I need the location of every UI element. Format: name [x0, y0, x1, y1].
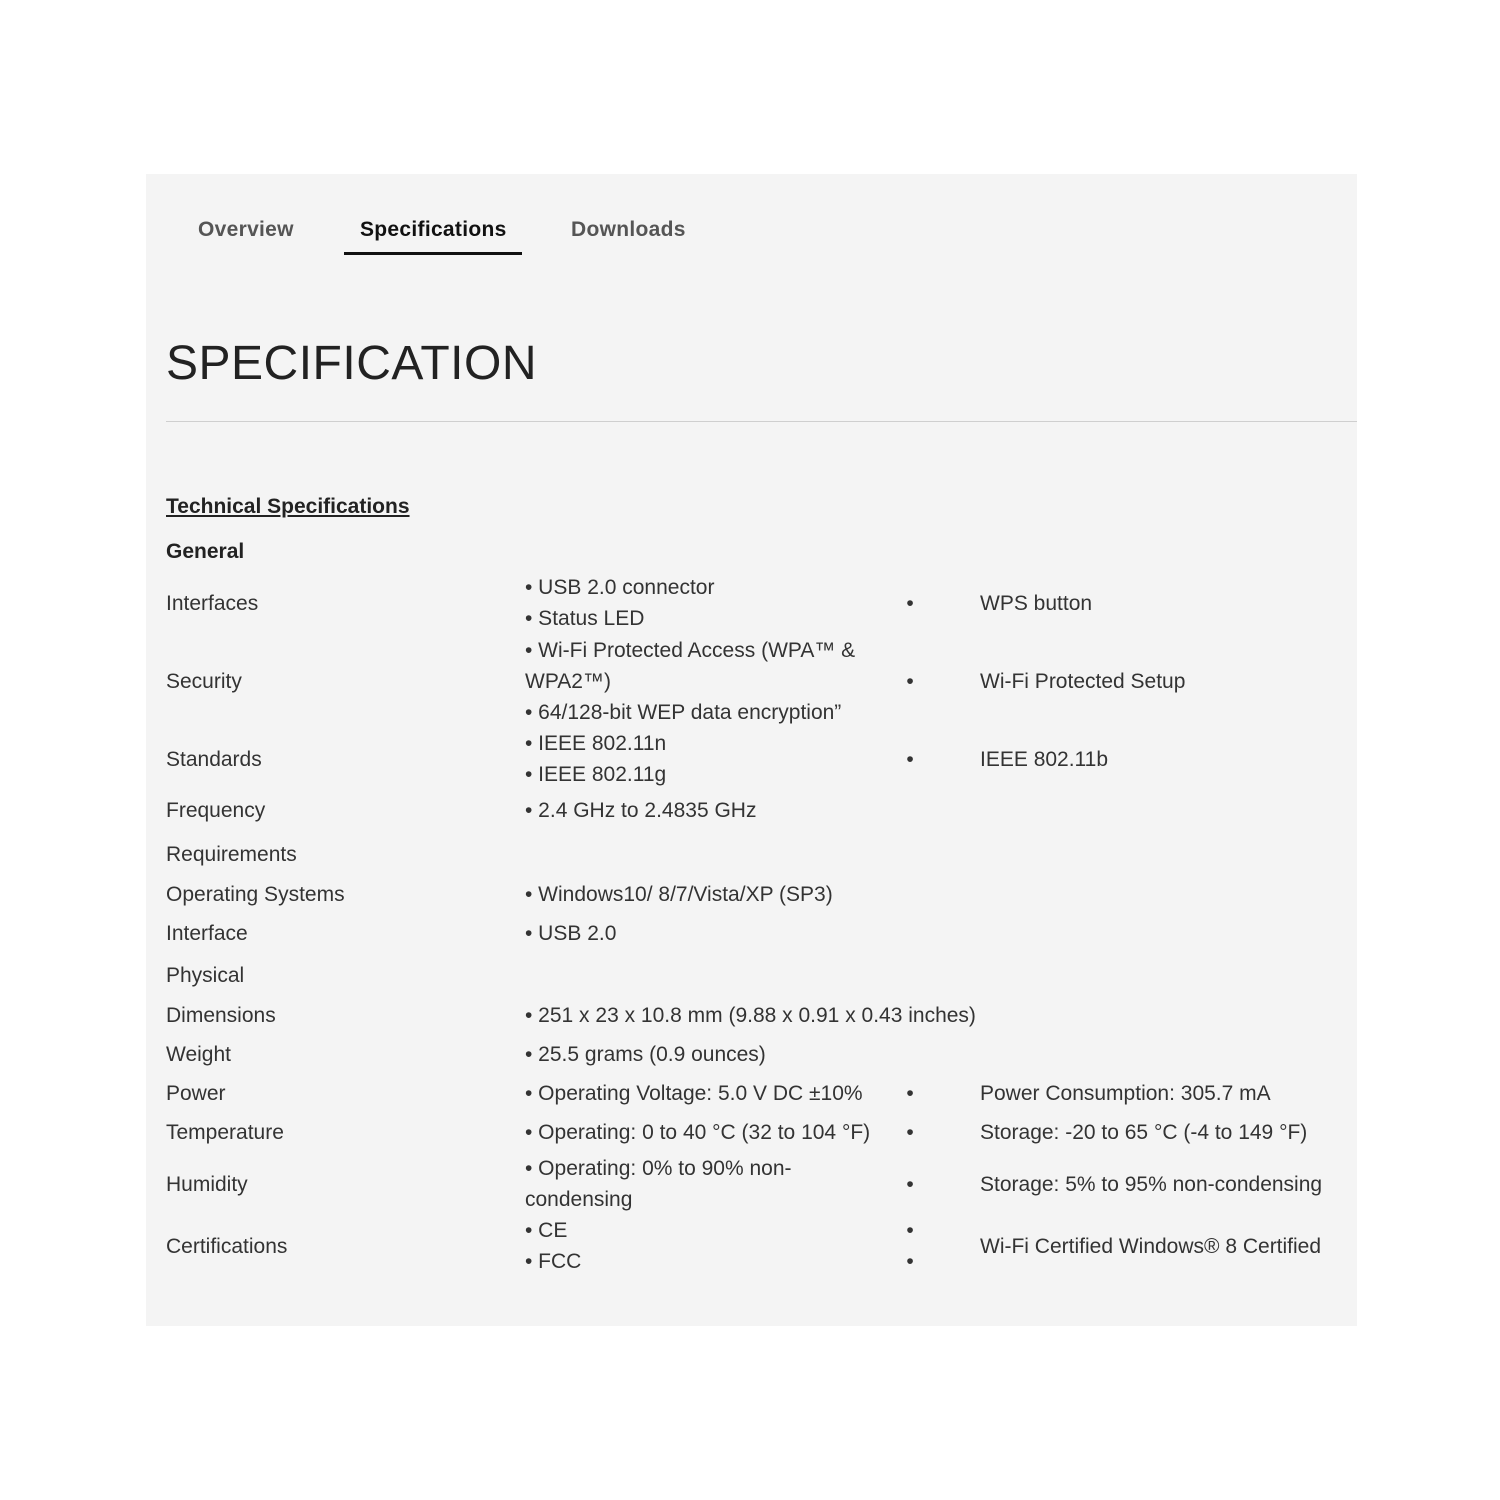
label-interface: Interface: [166, 922, 248, 945]
certifications-bullet: •: [906, 1219, 914, 1242]
label-security: Security: [166, 670, 242, 693]
page-title: SPECIFICATION: [166, 337, 537, 390]
dimensions-item: • 251 x 23 x 10.8 mm (9.88 x 0.91 x 0.43 inches): [525, 1004, 976, 1027]
certifications-item-2: Wi-Fi Certified Windows® 8 Certified: [980, 1235, 1322, 1258]
operating-systems-item: • Windows10/ 8/7/Vista/XP (SP3): [525, 883, 833, 906]
technical-specifications-link[interactable]: Technical Specifications: [166, 495, 410, 518]
certifications-item: • FCC: [525, 1250, 582, 1273]
tab-specifications[interactable]: Specifications: [360, 218, 507, 241]
interfaces-item: • Status LED: [525, 607, 645, 630]
standards-item: • IEEE 802.11n: [525, 732, 667, 755]
frequency-item: • 2.4 GHz to 2.4835 GHz: [525, 799, 757, 822]
temperature-bullet: •: [906, 1121, 914, 1144]
power-item: • Operating Voltage: 5.0 V DC ±10%: [525, 1082, 863, 1105]
label-dimensions: Dimensions: [166, 1004, 276, 1027]
label-operating-systems: Operating Systems: [166, 883, 345, 906]
humidity-bullet: •: [906, 1173, 914, 1196]
temperature-item-2: Storage: -20 to 65 °C (-4 to 149 °F): [980, 1121, 1308, 1144]
title-divider: [166, 421, 1357, 422]
label-temperature: Temperature: [166, 1121, 284, 1144]
security-item: • Wi-Fi Protected Access (WPA™ &: [525, 639, 856, 662]
tab-overview[interactable]: Overview: [198, 218, 294, 241]
product-panel: [146, 174, 1357, 1326]
label-certifications: Certifications: [166, 1235, 288, 1258]
label-weight: Weight: [166, 1043, 231, 1066]
tab-bar: [146, 174, 1357, 264]
tab-downloads[interactable]: Downloads: [571, 218, 686, 241]
interface-item: • USB 2.0: [525, 922, 617, 945]
certifications-item: • CE: [525, 1219, 568, 1242]
active-tab-indicator: [344, 252, 522, 255]
weight-item: • 25.5 grams (0.9 ounces): [525, 1043, 766, 1066]
label-standards: Standards: [166, 748, 262, 771]
standards-item: • IEEE 802.11g: [525, 763, 667, 786]
security-item: • 64/128-bit WEP data encryption”: [525, 701, 842, 724]
label-humidity: Humidity: [166, 1173, 248, 1196]
humidity-item: • Operating: 0% to 90% non-: [525, 1157, 792, 1180]
standards-item-2: IEEE 802.11b: [980, 748, 1109, 771]
group-physical: Physical: [166, 964, 245, 987]
interfaces-item: • USB 2.0 connector: [525, 576, 715, 599]
security-item-2: Wi-Fi Protected Setup: [980, 670, 1186, 693]
interfaces-item-2: WPS button: [980, 592, 1093, 615]
label-power: Power: [166, 1082, 226, 1105]
power-item-2: Power Consumption: 305.7 mA: [980, 1082, 1271, 1105]
group-general: General: [166, 540, 245, 563]
group-requirements: Requirements: [166, 843, 297, 866]
standards-bullet: •: [906, 748, 914, 771]
label-frequency: Frequency: [166, 799, 266, 822]
security-item: WPA2™): [525, 670, 611, 693]
humidity-item: condensing: [525, 1188, 633, 1211]
security-bullet: •: [906, 670, 914, 693]
label-interfaces: Interfaces: [166, 592, 259, 615]
interfaces-bullet: •: [906, 592, 914, 615]
power-bullet: •: [906, 1082, 914, 1105]
certifications-bullet: •: [906, 1250, 914, 1273]
humidity-item-2: Storage: 5% to 95% non-condensing: [980, 1173, 1323, 1196]
temperature-item: • Operating: 0 to 40 °C (32 to 104 °F): [525, 1121, 871, 1144]
